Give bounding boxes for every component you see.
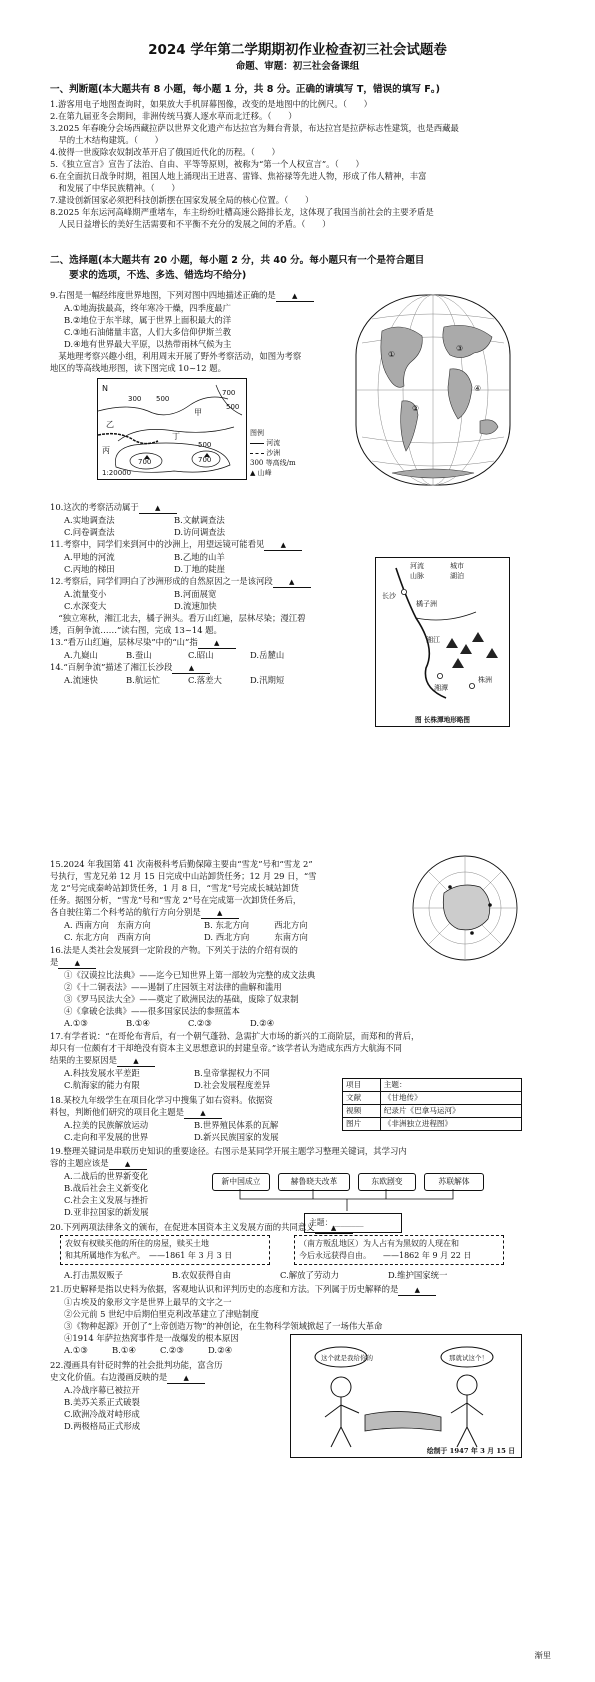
table-row: 文献 《甘地传》 <box>343 1092 522 1105</box>
contour-map-figure <box>97 378 247 480</box>
svg-text:500: 500 <box>156 395 170 403</box>
answer-blank[interactable]: ▲ <box>184 1109 222 1119</box>
question-15: 15.2024 年我国第 41 次南极科考后勤保障主要由“雪龙”号和“雪龙 2” 号执行，雪龙兄弟 12 月 15 日完成中山站卸货任务；12 月 29 日，“雪 龙 2”号完成秦岭站卸货任务，1 月 8 日，“雪龙”号完成长城站卸货 任务。据图分析，“雪龙”号和“雪龙 2”号在完成第一次卸货任务后， 各自驶往第二个科考站的航行方向分别是 ▲ A. 西南方向 东南方向 B. 东北方向 西北方向 C. 东北方向 西南方向 D. 西北方向 东南方向 <box>50 859 317 942</box>
question-17: 17.有学者说：“在哥伦布背后，有一个朝气蓬勃、急需扩大市场的新兴的工商阶层，而郑和的背后， 却只有一位颇有才干却绝没有资本主义思想意识的封建皇帝。”该学者认为造成东西方大航海不同 结果的主要原因是 ▲ A.科技发展水平差距 B.皇帝掌握权力不同 C.航海家的能力有限 D.社会发展程度差异 <box>50 1031 420 1090</box>
page-subtitle: 命题、审题：初三社会备课组 <box>235 61 360 72</box>
section1-body <box>50 98 459 230</box>
section2-heading-cont: 要求的选项，不选、多选、错选均不给分) <box>50 270 247 281</box>
judge-line: 4.彼得一世废除农奴制改革开启了俄国近代化的历程。（ ） <box>50 147 280 157</box>
map-marker-1: ① <box>388 350 396 359</box>
judge-line: 早的土木结构建筑。（ ） <box>50 135 164 145</box>
question-16: 16.法是人类社会发展到一定阶段的产物。下列关于法的介绍有误的 是 ▲ ①《汉谟拉比法典》——迄今已知世界上第一部较为完整的成文法典 ②《十二铜表法》——遏制了庄园领主对法律的曲解和滥用 ③《罗马民法大全》——奠定了欧洲民法的基础，废除了奴隶制 ④《拿破仑法典》——很多国家民法的参照蓝本 A.①③ B.①④ C.②③ D.②④ <box>50 945 316 1028</box>
section2-heading: 二、选择题(本大题共有 20 小题，每小题 2 分，共 40 分。每小题只有一个是符合题目 <box>50 255 425 266</box>
table-row: 项目 主题： <box>343 1079 522 1092</box>
judge-line: 5.《独立宣言》宣告了法治、自由、平等等原则，被称为“第一个人权宣言”。（ ） <box>50 159 364 169</box>
map-marker-2: ② <box>412 404 420 413</box>
svg-text:橘子洲: 橘子洲 <box>416 600 437 608</box>
north-arrow: N <box>102 384 108 393</box>
theme-box[interactable]: 主题：________ <box>304 1213 402 1233</box>
answer-blank[interactable]: ▲ <box>315 1224 353 1234</box>
answer-blank[interactable]: ▲ <box>198 639 236 649</box>
answer-blank[interactable]: ▲ <box>109 1160 147 1170</box>
svg-text:城市: 城市 <box>450 562 464 570</box>
xiang-map-caption: 图 长株潭地形略图 <box>414 716 471 724</box>
map-scale: 1:20000 <box>102 469 132 477</box>
answer-blank[interactable]: ▲ <box>117 1057 155 1067</box>
judge-line: 8.2025 年东运河高峰期严重堵车，车主纷纷吐槽高速公路排长龙，这体现了我国当前社会的主要矛盾是 <box>50 207 434 217</box>
map-marker-4: ④ <box>474 384 482 393</box>
question-20: 20.下列两项法律条文的颁布，在促进本国资本主义发展方面的共同意义 ▲ <box>50 1221 550 1234</box>
svg-text:500: 500 <box>226 403 240 411</box>
svg-text:湖泊: 湖泊 <box>450 572 464 580</box>
judge-line: 和发展了中华民族精神。（ ） <box>50 183 180 193</box>
cartoon-caption: 绘制于 1947 年 3 月 15 日 <box>426 1447 515 1455</box>
page-footer: 渐里 <box>534 1650 551 1660</box>
answer-blank[interactable]: ▲ <box>398 1286 436 1296</box>
svg-text:湘潭: 湘潭 <box>434 684 448 692</box>
contour-legend: 图例 河流 沙洲 300 等高线/m ▲ 山峰 <box>250 429 296 477</box>
question-19: 19.整理关键词是串联历史知识的重要途径。右图示是某同学开展主题学习整理关键词，其学习内 容的主题应该是 ▲ A.二战后的世界新变化 B.战后社会主义新变化 C.社会主义发展与挫折 D.亚非拉国家的新发展 <box>50 1146 407 1217</box>
peak-icon: ▲ <box>250 469 256 477</box>
judge-line: 7.建设创新国家必须把科技创新摆在国家发展全局的核心位置。（ ） <box>50 195 314 205</box>
questions-10-14: 10.这次的考察活动属于 ▲ A.实地调查法 B.文献调查法 C.问卷调查法 D.访问调查法 11.考察中，同学们来到河中的沙洲上，用望远镜可能看见 ▲ A.甲地的河流 B.乙地的山羊 C.丙地的梯田 D.丁地的陡崖 12.考察后，同学们明白了沙洲形成的自然原因之一是该河段 ▲ A.流量变小 B.河面展宽 C.水深变大 D.流速加快 “独立寒秋，湘江北去，橘子洲头。看万山红遍，层林尽染；漫江碧 透，百舸争流……”读右图，完成 13~14 题。 13.“看万山红遍，层林尽染”中的“山”指 ▲ A.九嶷山 B.蚕山 C.昭山 D.岳麓山 14.“百舸争流”描述了湘江长沙段 ▲ A.流速快 B.航运忙 C.落差大 D.汛期短 <box>50 501 370 686</box>
answer-blank[interactable]: ▲ <box>273 578 311 588</box>
keyword-box: 苏联解体 <box>424 1173 484 1191</box>
answer-blank[interactable]: ▲ <box>276 292 314 302</box>
svg-text:乙: 乙 <box>106 420 114 429</box>
svg-text:这个就是我给你的: 这个就是我给你的 <box>321 1354 373 1362</box>
world-map-figure <box>352 291 514 489</box>
answer-blank[interactable]: ▲ <box>201 909 239 919</box>
table-row: 视频 纪录片《巴拿马运河》 <box>343 1105 522 1118</box>
law-quote-1: 农奴有权赎买他的所住的房屋，赎买土地 和其所属地作为私产。 ——1861 年 3 月 3 日 <box>60 1235 270 1265</box>
judge-line: 1.游客用电子地图查询时，如果放大手机屏幕图像，改变的是地图中的比例尺。（ ） <box>50 99 373 109</box>
resource-table <box>342 1078 522 1131</box>
political-cartoon-figure <box>290 1334 522 1458</box>
svg-text:700: 700 <box>198 456 212 464</box>
answer-blank[interactable]: ▲ <box>139 504 177 514</box>
question-9: 9.右图是一幅经纬度世界地图，下列对图中四地描述正确的是 ▲ A.①地海拔最高，终年寒冷干燥，四季度最广 B.②地位于东半球，属于世界上面积最大的洋 C.③地石油储量丰富，人们大多信仰伊斯兰教 D.④地有世界最大平原，以热带雨林气候为主 某地理考察兴趣小组，利用周末开展了野外考察活动，如图为考察 地区的等高线地形图，读下图完成 10~12 题。 <box>50 289 350 374</box>
svg-text:700: 700 <box>138 458 152 466</box>
judge-line: 2.在第九届亚冬会期间，非洲传统马赛人逐水草而北迁移。（ ） <box>50 111 297 121</box>
answer-blank[interactable]: ▲ <box>167 1374 205 1384</box>
answer-blank[interactable]: ▲ <box>264 541 302 551</box>
svg-text:山脉: 山脉 <box>410 572 424 580</box>
svg-text:长沙: 长沙 <box>382 592 396 600</box>
q20-options: A.打击黑奴贩子 B.农奴获得自由 C.解放了劳动力 D.维护国家统一 <box>64 1270 448 1280</box>
svg-text:甲: 甲 <box>194 408 202 417</box>
page-title: 2024 学年第二学期期初作业检查初三社会试题卷 <box>148 42 447 58</box>
question-21: 21.历史解释是指以史料为依据，客观地认识和评判历史的态度和方法。下列属于历史解释的是 ▲ ①古埃及的象形文字是世界上最早的文字之一 ②公元前 5 世纪中后期伯里克利改革建立了津贴制度 ③《物种起源》开创了“上帝创造万物”的神创论，在生物科学领域掀起了一场伟大革命 ④1914 年萨拉热窝事件是一战爆发的根本原因 A.①③ B.①④ C.②③ D.②④ <box>50 1283 550 1356</box>
table-row: 图片 《非洲独立进程图》 <box>343 1118 522 1131</box>
svg-text:丁: 丁 <box>172 432 180 441</box>
svg-text:河流: 河流 <box>410 562 424 570</box>
svg-text:300: 300 <box>128 395 142 403</box>
xiang-river-map-figure <box>375 557 510 727</box>
svg-text:700: 700 <box>222 389 236 397</box>
law-quote-2: （南方叛乱地区）为人占有为黑奴的人现在和 今后永远获得自由。 ——1862 年 9 月 22 日 <box>294 1235 504 1265</box>
answer-blank[interactable]: ▲ <box>58 959 96 969</box>
keyword-box: 新中国成立 <box>212 1173 270 1191</box>
answer-blank[interactable]: ▲ <box>172 664 210 674</box>
map-marker-3: ③ <box>456 344 464 353</box>
judge-line: 6.在全面抗日战争时期，祖国人地上涌现出王进喜、雷锋、焦裕禄等先进人物，形成了伟人精神，丰富 <box>50 171 427 181</box>
keyword-box: 赫鲁晓夫改革 <box>278 1173 350 1191</box>
keyword-box: 东欧剧变 <box>358 1173 416 1191</box>
svg-text:500: 500 <box>198 441 212 449</box>
judge-line: 3.2025 年春晚分会场西藏拉萨以世界文化遗产布达拉宫为舞台背景，布达拉宫是拉萨标志性建筑，也是西藏最 <box>50 123 459 133</box>
judge-line: 人民日益增长的美好生活需要和不平衡不充分的发展之间的矛盾。（ ） <box>50 219 331 229</box>
svg-text:那就试这个！: 那就试这个！ <box>449 1354 488 1362</box>
svg-text:丙: 丙 <box>102 446 110 455</box>
section1-heading: 一、判断题(本大题共有 8 小题，每小题 1 分，共 8 分。正确的请填写 T，错误的填写 F。) <box>50 84 440 95</box>
svg-text:湘江: 湘江 <box>426 636 440 644</box>
svg-text:株洲: 株洲 <box>478 676 492 684</box>
question-18: 18.某校九年级学生在项目化学习中搜集了如右资料。依据资 料包，判断他们研究的项目化主题是 ▲ A.拉美的民族解放运动 B.世界殖民体系的瓦解 C.走向和平发展的世界 D.新兴民族国家的发展 <box>50 1095 279 1142</box>
question-22: 22.漫画具有针砭时弊的社会批判功能，富含历 史文化价值。右边漫画反映的是 ▲ A.冷战序幕已被拉开 B.美苏关系正式破裂 C.欧洲冷战对峙形成 D.两极格局正式形成 <box>50 1360 223 1431</box>
